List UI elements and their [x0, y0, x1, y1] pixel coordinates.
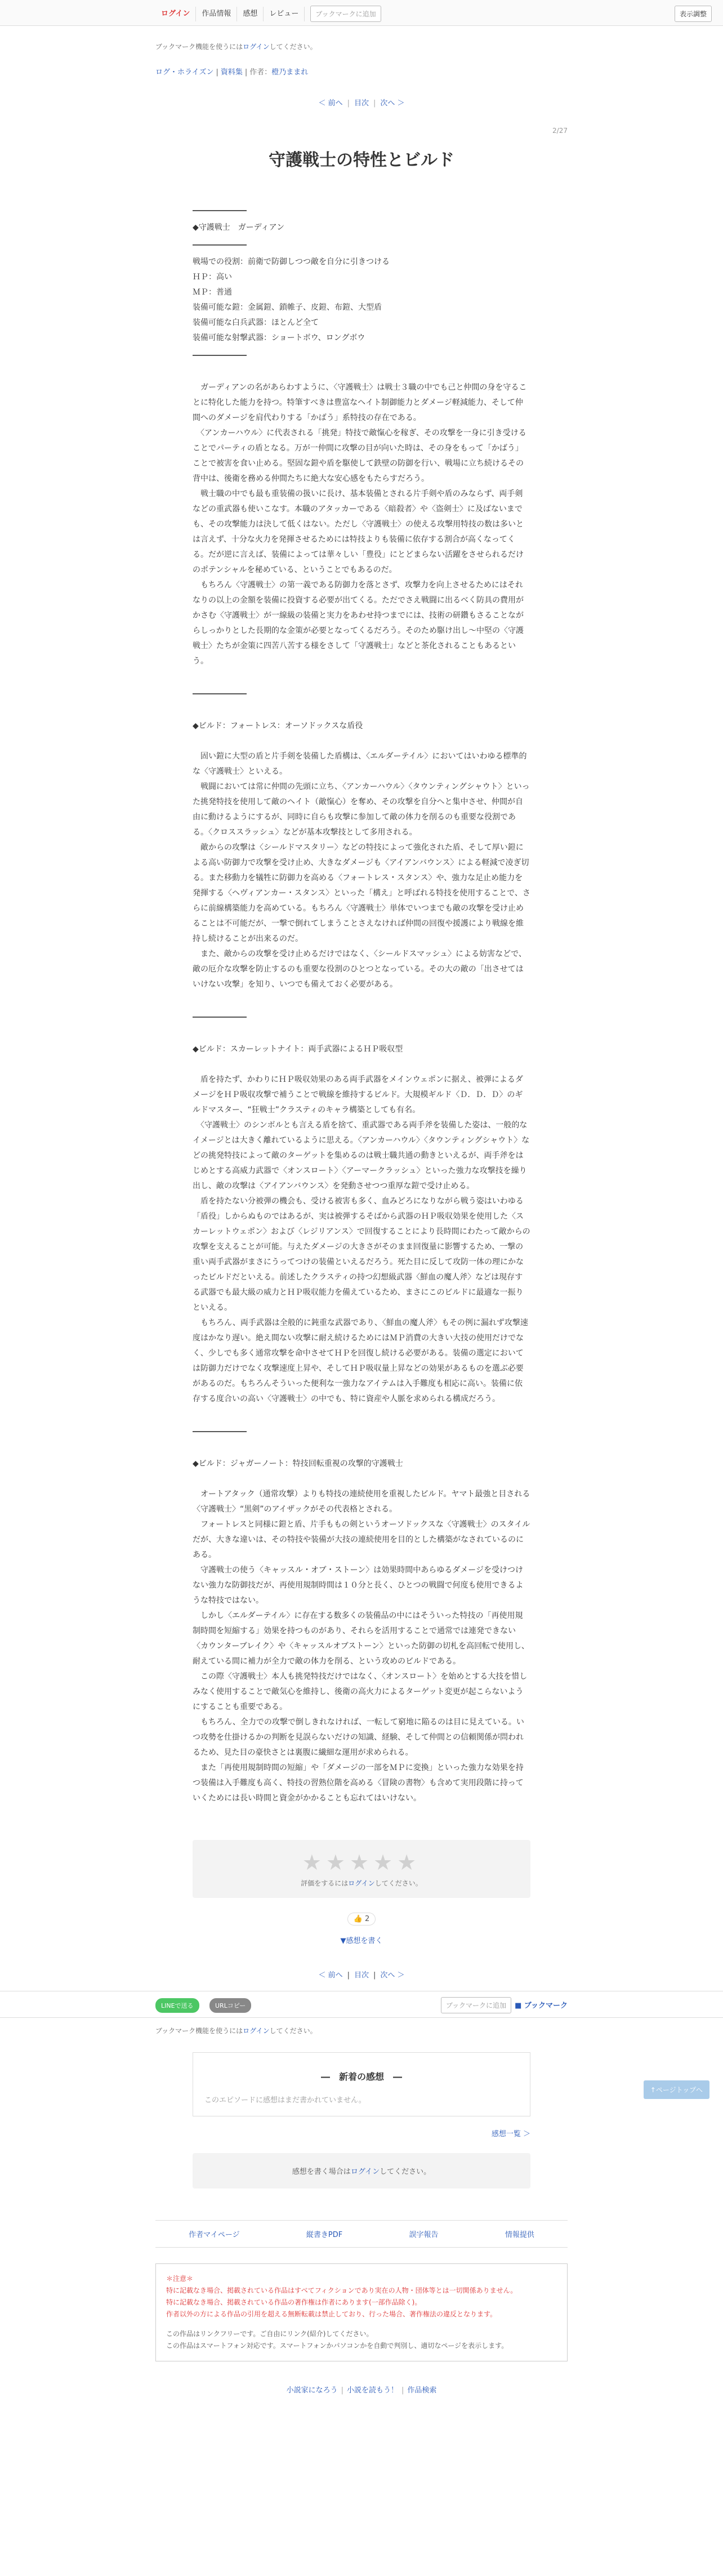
author-mypage-link[interactable]: 作者マイページ — [189, 2231, 240, 2239]
bm-note-prefix: ブックマーク機能を使うには — [155, 2027, 243, 2035]
review-link[interactable]: レビュー — [264, 7, 305, 21]
footer-links — [155, 2220, 568, 2248]
notice-box — [155, 2263, 568, 2361]
author-link[interactable]: 橙乃ままれ — [271, 68, 309, 77]
section-rule — [193, 355, 247, 356]
rating-login-note — [193, 1878, 530, 1888]
blank-line — [193, 703, 530, 719]
bm-note-login-link[interactable]: ログイン — [243, 2027, 270, 2035]
body-paragraph: ＨＰ：高い — [193, 273, 232, 282]
bookmark-link[interactable]: ■ ブックマーク — [515, 2002, 568, 2010]
body-paragraph: 守護戦士の使う〈キャッスル・オブ・ストーン〉は効果時間中あらゆるダメージを受けつけない強力な防御技だが、再使用規制時間は１０分と長く、ひとつの戦闘で何度も使用できるような特技ではない。 — [193, 1566, 524, 1605]
blank-line — [193, 992, 530, 1008]
body-paragraph: また、敵からの攻撃を受け止めるだけではなく、〈シールドスマッシュ〉による妨害などで、敵の厄介な攻撃を防止するのも重要な役割のひとつとなっている。その大の敵の「出させてはいけない攻撃」を知り、いつでも備えておく必要がある。 — [193, 950, 526, 989]
link-free-note: この作品はリンクフリーです。ご自由にリンク(紹介)してください。 — [166, 2330, 373, 2338]
body-paragraph: 〈アンカーハウル〉に代表される「挑発」特技で敵愾心を稼ぎ、その攻撃を一身に引き受けることでパーティの盾となる。万が一仲間に攻撃の目が向いた時は、その身をもって「かばう」ことで被害を食い止める。堅固な鎧や盾を駆使して鉄壁の防御を行い、戦場に立ち続けるその背中は、後衛を務める仲間たちに絶大な安心感をもたらすだろう。 — [193, 429, 526, 483]
rating-box — [193, 1840, 530, 1898]
toc-link-bottom[interactable]: 目次 — [354, 1971, 369, 1980]
body-paragraph: この際〈守護戦士〉本人も挑発特技だけではなく、〈オンスロート〉を始めとする大技を惜しみなく使用することで敵気心を維持し、後衛の高火力によるターゲット変更が起こらないようにすることも重要である。 — [193, 1672, 528, 1712]
top-navigation-bar — [0, 0, 723, 26]
vertical-pdf-link[interactable]: 縦書きPDF — [306, 2231, 343, 2239]
line-share-button[interactable]: LINEで送る — [155, 1998, 199, 2013]
body-paragraph: 盾を持たない分被弾の機会も、受ける被害も多く、血みどろになりながら戦う姿はいわゆる「盾役」しからぬものではあるが、実は被弾するそばから武器のＨＰ吸収効果を使用した〈スカーレットウェポン〉および〈レジリアンス〉で回復することにより長時間にわたって敵からの攻撃を支えることが可能。与えたダメージの大きさがそのまま回復量に影響するため、一撃の重い両手武器がまさにうってつけの装備といえるだろう。死た目に反して攻防一体の理にかなったビルドだといえる。前述したクラスティの持つ幻想級武器〈鮮血の魔人斧〉などは現存する武器でも最大級の威力とＨＰ吸収能力を備えているため、まさにこのビルドに最適な一振りといえる。 — [193, 1197, 530, 1312]
body-paragraph: 装備可能な射撃武器：ショートボウ、ロングボウ — [193, 333, 365, 342]
body-paragraph: 戦闘においては常に仲間の先頭に立ち、〈アンカーハウル〉〈タウンティングシャウト〉といった挑発特技を使用して敵のヘイト（敵愾心）を奪め、その攻撃を自分へと集中させ、仲間が自由に動けるようにするが、同時に自らも攻撃に参加して敵の体力を削るのも重要な役割である。〈クロススラッシュ〉などが基本攻撃技として多用される。 — [193, 782, 530, 837]
author-label: 作者： — [249, 68, 272, 77]
prev-link-bottom[interactable]: ＜ 前へ — [318, 1971, 343, 1980]
info-provide-link[interactable]: 情報提供 — [505, 2231, 534, 2239]
blank-line — [193, 1472, 530, 1487]
typo-report-link[interactable]: 誤字報告 — [409, 2231, 439, 2239]
write-box-suffix: してください。 — [380, 2168, 431, 2176]
bookmark-label: ブックマーク — [524, 2002, 568, 2010]
rating-login-link[interactable]: ログイン — [348, 1879, 375, 1887]
body-paragraph: 敵からの攻撃は〈シールドマスタリー〉などの特技によって強化された盾、そして厚い鎧による高い防御力で攻撃を受け止め、大きなダメージも〈アイアンバウンス〉による軽減で凌ぎ切る。また移動力を犠牲に防御力を高める〈フォートレス・スタンス〉や、強力な足止め能力を発揮する〈ヘヴィアンカー・スタンス〉といった「構え」と呼ばれる特技を使用することで、さらに前線構築能力を高めている。もちろん〈守護戦士〉単体でいつまでも敵の攻撃を受け止めることは不可能だが、一撃で倒れてしまうことさえなければ仲間の回復や援護により戦線を維持し続けることが出来るのだ。 — [193, 843, 530, 943]
next-link[interactable]: 次へ ＞ — [380, 99, 405, 108]
search-link[interactable]: 作品検索 — [407, 2386, 437, 2395]
impression-list-link[interactable]: 感想一覧 ＞ — [491, 2130, 530, 2138]
body-paragraph: 〈守護戦士〉のシンボルとも言える盾を捨て、重武器である両手斧を装備した姿は、一般的なイメージとは大きく離れているように思える。〈アンカーハウル〉〈タウンティングシャウト〉などの挑発特技によって敵のターゲットを集めるのは戦士職共通の動きといえるが、両手斧をはじめとする高威力武器で〈オンスロート〉〈アーマークラッシュ〉といった強力な攻撃技を繰り出し、敵の攻撃は〈アイアンバウンス〉を発動させつつ重厚な鎧で受け止める。 — [193, 1121, 530, 1191]
body-paragraph: ◆ビルド：スカーレットナイト：両手武器によるＨＰ吸収型 — [193, 1045, 403, 1054]
body-paragraph: フォートレスと同様に鎧と盾、片手ももの剣というオーソドックスな〈守護戦士〉のスタイルだが、大きな違いは、その特技や装備が大技の連続使用を目的とした構築がなされているのにある。 — [193, 1520, 530, 1559]
body-paragraph: もちろん、両手武器は全般的に鈍重な武器であり、〈鮮血の魔人斧〉もその例に漏れず攻撃速度はかなり遅い。絶え間ない攻撃に耐え続けるためにはＭＰ消費の大きい大技の使用だけでなく、少しでも多く通常攻撃を命中させてＨＰを回復し続ける必要がある。装備の選定においては防御力だけでなく攻撃速度上昇や、そしてＨＰ吸収量上昇などの効果があるものを選ぶ必要があるのだ。もちろんそういった便利な一強力なアイテムは入手難度も相応に高い。装備に依存する度合いの高い〈守護戦士〉の中でも、特に資産や人脈を求められる構成だろう。 — [193, 1318, 528, 1403]
blank-line — [193, 1441, 530, 1456]
bookmark-login-note-bottom — [155, 2026, 568, 2035]
pager-divider: | — [347, 99, 350, 108]
prev-link[interactable]: ＜ 前へ — [318, 99, 343, 108]
breadcrumb-separator: | — [216, 68, 218, 77]
notice-line: 特に記載なき場合、掲載されている作品はすべてフィクションであり実在の人物・団体等とは一切関係ありません。 — [166, 2287, 517, 2294]
impressions-link[interactable]: 感想 — [237, 7, 264, 21]
url-copy-button[interactable]: URLコピー — [209, 1998, 251, 2013]
site-links-divider: | — [341, 2386, 343, 2395]
smartphone-note: この作品はスマートフォン対応です。スマートフォンかパソコンかを自動で判別し、適切なページを表示します。 — [166, 2342, 508, 2350]
blank-line — [193, 1057, 530, 1072]
main-content — [155, 42, 568, 1980]
new-impressions-title: ― 新着の感想 ― — [320, 2071, 402, 2082]
bookmark-add-button-bottom[interactable]: ブックマークに追加 — [441, 1997, 511, 2013]
write-impression-box — [193, 2153, 530, 2189]
section-rule — [193, 1431, 247, 1432]
body-paragraph: 装備可能な鎧：金属鎧、鎖帷子、皮鎧、布鎧、大型盾 — [193, 303, 382, 312]
next-link-bottom[interactable]: 次へ ＞ — [380, 1971, 405, 1980]
display-settings-button[interactable]: 表示調整 — [675, 6, 712, 22]
login-note-prefix: ブックマーク機能を使うには — [155, 43, 243, 51]
like-button[interactable] — [347, 1913, 376, 1926]
breadcrumb — [155, 66, 568, 77]
rating-note-suffix: してください。 — [374, 1879, 422, 1887]
login-link[interactable]: ログイン — [155, 7, 196, 21]
no-impressions-text: このエピソードに感想はまだ書かれていません。 — [204, 2096, 366, 2105]
syosetu-link[interactable]: 小説家になろう — [286, 2386, 338, 2395]
bookmark-login-note — [155, 42, 568, 51]
notice-line: 作者以外の方による作品の引用を超える無断転載は禁止しており、行った場合、著作権法の違反となります。 — [166, 2310, 497, 2318]
body-paragraph: もちろん〈守護戦士〉の第一義である防御力を落とさず、攻撃力を向上させるためにはそれなりの以上の金額を装備に投資する必要が出てくる。ただでさえ戦闘に出るべく防具の費用がかさむ〈守護戦士〉が一線級の装備と実力をあわせ持つまでには、技術の研鑽もさることながらしっかりとした長期的な金策が必要となってくるだろう。そのため駆け出し〜中堅の〈守護戦士〉たちが金策に四苦八苦する様をさして「守護戦士」などと茶化されることもあるという。 — [193, 581, 524, 666]
blank-line — [193, 365, 530, 380]
rating-note-prefix: 評価をするには — [301, 1879, 349, 1887]
episode-body — [193, 210, 530, 1806]
blank-line — [193, 734, 530, 749]
body-paragraph: 戦士職の中でも最も重装備の扱いに長け、基本装備とされる片手剣や盾のみならず、両手剣などの重武器も使いこなす。本職のアタッカーである〈暗殺者〉や〈盗剣士〉に及ばないまでも、その攻撃能力は決して低くはない。ただし〈守護戦士〉の使える攻撃用特技の数は多いとは言えず、十分な火力を発揮させるためには特技よりも装備に依存する割合が高くなってくる。だが逆に言えば、装備によっては華々しい「豊役」にとどまらない活躍をさせられるだけのポテンシャルを秘めている、ということでもあるのだ。 — [193, 489, 524, 574]
body-paragraph: もちろん、全力での攻撃で倒しきれなければ、一転して窮地に陥るのは目に見えている。いつ攻勢を仕掛けるかの判断を見誤らないだけの知識、経験、そして仲間との信頼関係が問われるため、見た目の豪快さとは裏腹に繊細な運用が求められる。 — [193, 1718, 524, 1757]
works-info-link[interactable]: 作品情報 — [196, 7, 237, 21]
section-rule — [193, 1017, 247, 1018]
write-box-login-link[interactable]: ログイン — [350, 2168, 380, 2176]
section-rule — [193, 244, 247, 246]
episode-pager-bottom — [155, 1969, 568, 1980]
site-links — [0, 2384, 723, 2395]
body-paragraph: ◆ビルド：フォートレス：オーソドックスな盾役 — [193, 721, 363, 730]
top-nav — [155, 6, 381, 22]
yomou-link[interactable]: 小説を読もう！ — [346, 2386, 398, 2395]
blank-line — [193, 1027, 530, 1042]
body-paragraph: 装備可能な白兵武器：ほとんど全て — [193, 318, 319, 327]
body-paragraph: ◆守護戦士 ガーディアン — [193, 223, 285, 232]
body-paragraph: ◆ビルド：ジャガーノート：特技回転重視の攻撃的守護戦士 — [193, 1459, 403, 1468]
lower-content — [155, 2026, 568, 2035]
breadcrumb-separator: | — [244, 68, 248, 77]
body-paragraph: オートアタック（通常攻撃）よりも特技の連続使用を重視したビルド。ヤマト最強と目される〈守護戦士〉“黒剣”のアイザックがその代表格とされる。 — [193, 1490, 530, 1514]
material-link[interactable]: 資料集 — [220, 68, 243, 77]
write-impression-link[interactable]: ▼感想を書く — [340, 1937, 383, 1945]
bm-note-suffix: してください。 — [269, 2027, 317, 2035]
rating-stars: ★★★★★ — [302, 1850, 421, 1875]
bookmark-add-button[interactable]: ブックマークに追加 — [310, 6, 381, 22]
body-paragraph: 固い鎧に大型の盾と片手剣を装備した盾構は、〈エルダーテイル〉においてはいわゆる標準的な〈守護戦士〉といえる。 — [193, 752, 527, 776]
episode-pager-top — [155, 97, 568, 108]
body-paragraph: ＭＰ：普通 — [193, 288, 232, 297]
site-links-divider: | — [401, 2386, 404, 2395]
share-bar-inner — [155, 1991, 568, 2018]
share-bar — [0, 1991, 723, 2018]
page-top-button[interactable]: ↑ページトップへ — [644, 2080, 709, 2099]
series-link[interactable]: ログ・ホライズン — [155, 68, 214, 77]
toc-link[interactable]: 目次 — [354, 99, 369, 108]
body-paragraph: 戦場での役割：前衛で防御しつつ敵を自分に引きつける — [193, 257, 390, 266]
blank-line — [193, 1407, 530, 1422]
pager-divider: | — [373, 99, 376, 108]
body-paragraph: 盾を持たず、かわりにＨＰ吸収効果のある両手武器をメインウェポンに据え、被弾によるダメージをＨＰ吸収攻撃で補うことで戦線を維持するビルド。大規模ギルド〈Ｄ．Ｄ．Ｄ〉のギルドマスター、“狂戦士”クラスティのキャラ構築としても有名。 — [193, 1075, 523, 1115]
section-rule — [193, 210, 247, 211]
new-impressions-box — [193, 2052, 530, 2116]
notice-line: 特に記載なき場合、掲載されている作品の著作権は作者にあります(一部作品除く)。 — [166, 2298, 422, 2306]
write-box-prefix: 感想を書く場合は — [292, 2168, 351, 2176]
pager-divider: | — [347, 1971, 350, 1980]
login-note-suffix: してください。 — [269, 43, 317, 51]
body-paragraph: ガーディアンの名があらわすように、〈守護戦士〉は戦士３職の中でも己と仲間の身を守ることに特化した能力を持つ。特筆すべきは豊富なヘイト制御能力とダメージ軽減能力、そして仲間へのダメージを肩代わりする「かばう」系特技の存在である。 — [193, 383, 527, 422]
like-count: 2 — [365, 1915, 370, 1923]
notice-heading: ＊注意＊ — [166, 2275, 194, 2283]
pager-divider: | — [373, 1971, 376, 1980]
likes — [155, 1913, 568, 1926]
login-note-link[interactable]: ログイン — [243, 43, 270, 51]
thumbs-up-icon: 👍 — [353, 1915, 363, 1923]
blank-line — [193, 669, 530, 684]
page-number: 2/27 — [552, 127, 568, 135]
section-rule — [193, 693, 247, 694]
body-paragraph: しかし〈エルダーテイル〉に存在する数多くの装備品の中にはそういった特技の「再使用規制時間を短縮する」効果を持つものがあり、それらを活用することで通常では連発できない〈カウンターブレイク〉や〈キャッスルオブストーン〉といった防御の切札を高回転で使用し、耐えている間に補力が全力で敵の体力を削る、という攻めのビルドである。 — [193, 1611, 529, 1666]
body-paragraph: また「再使用規制時間の短縮」や「ダメージの一部をＭＰに変換」といった強力な効果を持つ装備は入手難度も高く、特技の習熟位階を高める〈冒険の書物〉も含めて実用段階に持っていくためには長い時間と資金がかかることも忘れてはいけない。 — [193, 1763, 524, 1803]
episode-title: 守護戦士の特性とビルド — [269, 150, 454, 170]
